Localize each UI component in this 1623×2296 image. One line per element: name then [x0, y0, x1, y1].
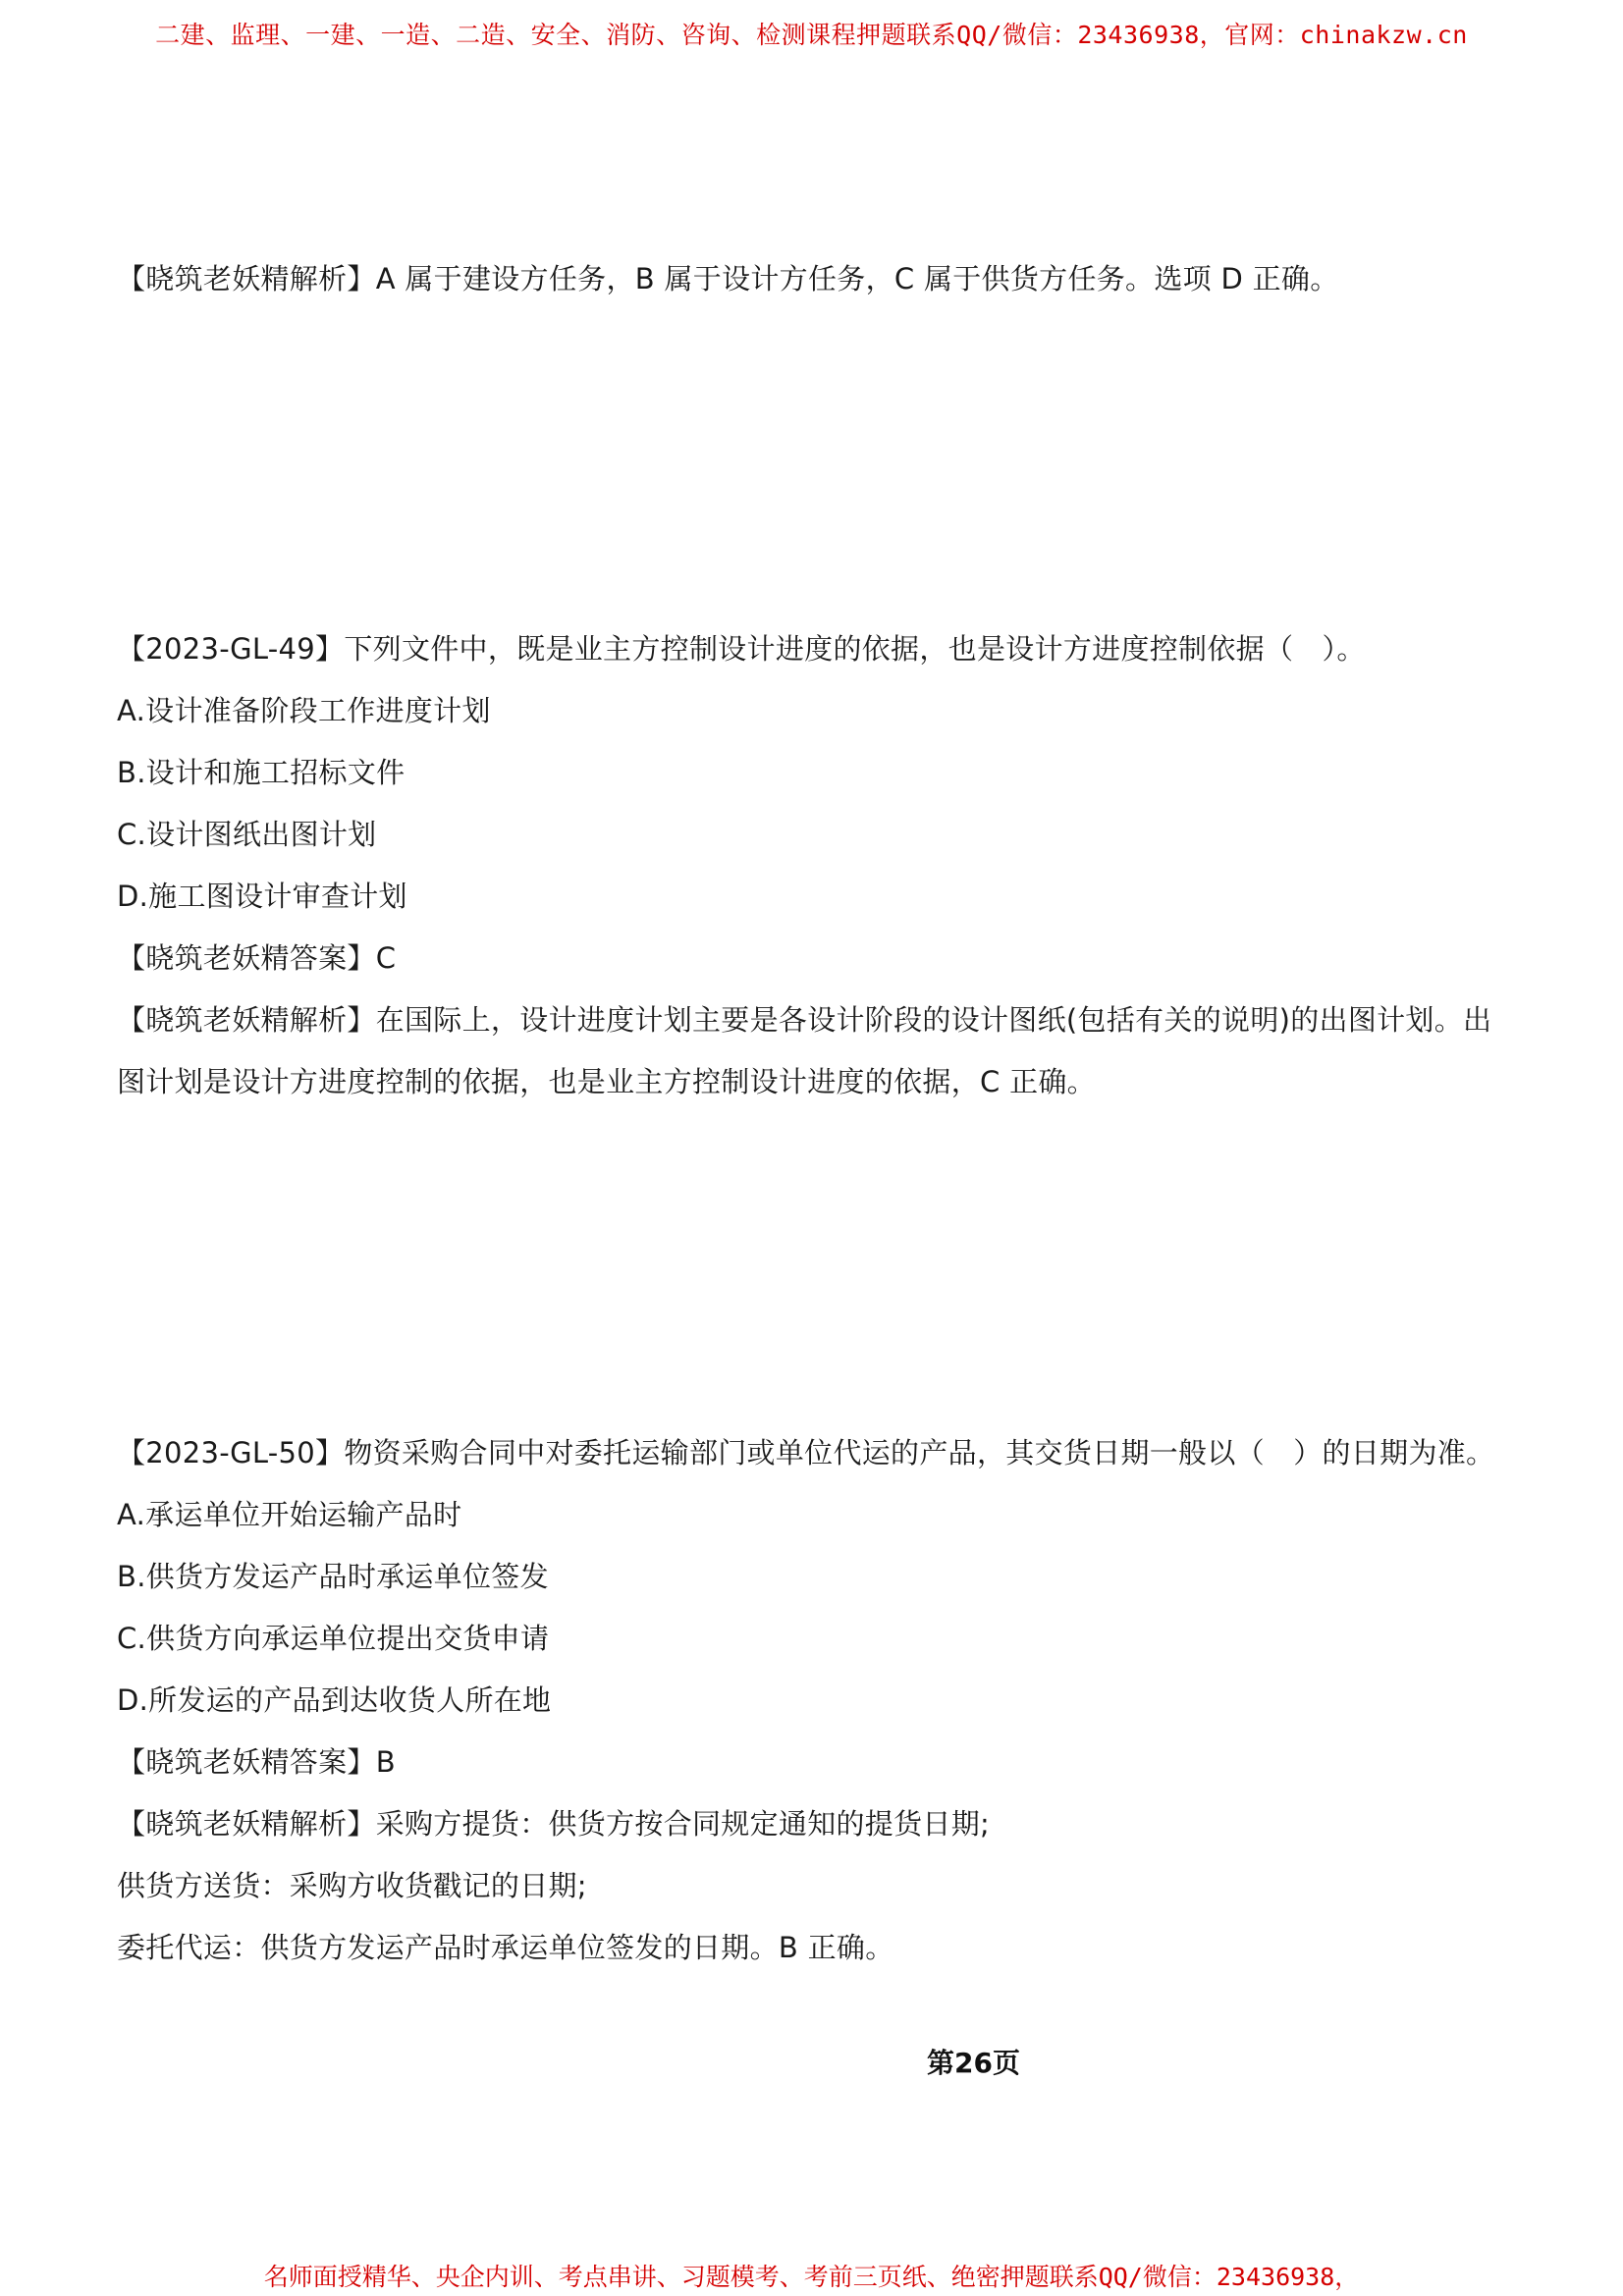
q50-option-a: A.承运单位开始运输产品时: [117, 1498, 462, 1531]
q50-option-b: B.供货方发运产品时承运单位签发: [117, 1560, 549, 1593]
q50-analysis-line3: 委托代运：供货方发运产品时承运单位签发的日期。B 正确。: [117, 1931, 894, 1964]
q50-stem: 【2023-GL-50】物资采购合同中对委托运输部门或单位代运的产品，其交货日期一般以（ ）的日期为准。: [117, 1436, 1495, 1469]
q50-analysis-line1: 【晓筑老妖精解析】采购方提货：供货方按合同规定通知的提货日期;: [117, 1807, 991, 1841]
prev-analysis: 【晓筑老妖精解析】A 属于建设方任务，B 属于设计方任务，C 属于供货方任务。选项 D 正确。: [117, 262, 1339, 295]
question-49-block: [117, 618, 1511, 1113]
q50-answer: 【晓筑老妖精答案】B: [117, 1745, 396, 1779]
q49-answer: 【晓筑老妖精答案】C: [117, 941, 397, 975]
q49-option-c: C.设计图纸出图计划: [117, 818, 377, 851]
q49-stem: 【2023-GL-49】下列文件中，既是业主方控制设计进度的依据，也是设计方进度控制依据（ ）。: [117, 632, 1366, 666]
q49-analysis-line2: 图计划是设计方进度控制的依据，也是业主方控制设计进度的依据，C 正确。: [117, 1065, 1096, 1098]
q50-analysis-line2: 供货方送货：采购方收货戳记的日期;: [117, 1869, 587, 1902]
page-number: 第26页: [927, 2047, 1020, 2079]
q49-option-d: D.施工图设计审查计划: [117, 880, 407, 913]
q49-option-a: A.设计准备阶段工作进度计划: [117, 694, 491, 727]
q49-analysis-line1: 【晓筑老妖精解析】在国际上，设计进度计划主要是各设计阶段的设计图纸(包括有关的说明)的出图计划。出: [117, 1003, 1492, 1037]
header-banner: 二建、监理、一建、一造、二造、安全、消防、咨询、检测课程押题联系QQ/微信：23436938，官网：chinakzw.cn: [155, 21, 1468, 49]
footer-banner: 名师面授精华、央企内训、考点串讲、习题模考、考前三页纸、绝密押题联系QQ/微信：23436938，: [263, 2263, 1360, 2291]
q49-option-b: B.设计和施工招标文件: [117, 756, 406, 789]
q50-option-c: C.供货方向承运单位提出交货申请: [117, 1622, 550, 1655]
question-50-block: [117, 1422, 1511, 1979]
q50-option-d: D.所发运的产品到达收货人所在地: [117, 1683, 552, 1717]
prev-question-block: [117, 248, 1511, 310]
